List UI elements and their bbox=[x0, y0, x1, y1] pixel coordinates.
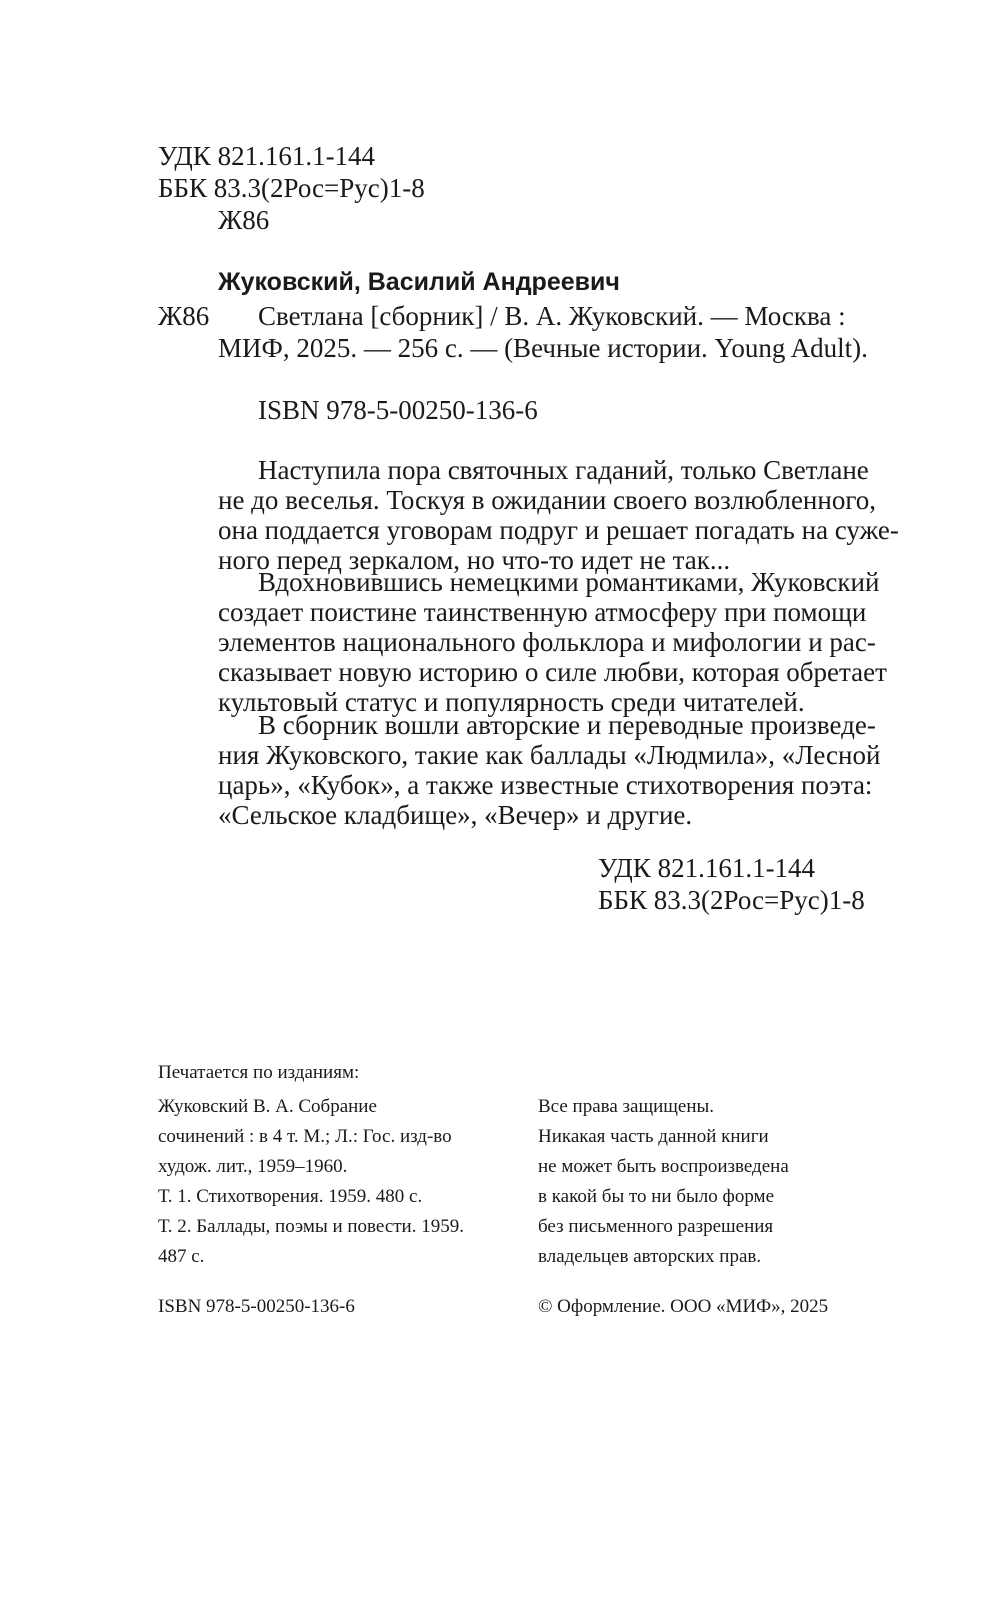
catalog-isbn: ISBN 978-5-00250-136-6 bbox=[258, 395, 538, 425]
printed-from-line: Т. 2. Баллады, поэмы и повести. 1959. bbox=[158, 1216, 464, 1237]
footer-copyright: © Оформление. ООО «МИФ», 2025 bbox=[538, 1296, 829, 1317]
annotation-line: царь», «Кубок», а также известные стихотворения поэта: bbox=[218, 770, 873, 800]
printed-from-line: худож. лит., 1959–1960. bbox=[158, 1156, 348, 1177]
rights-line: Все права защищены. bbox=[538, 1096, 715, 1117]
rights-notice bbox=[538, 1092, 789, 1272]
printed-from-list bbox=[158, 1092, 464, 1272]
top-author-mark: Ж86 bbox=[218, 205, 270, 235]
printed-from-line: 487 с. bbox=[158, 1246, 205, 1267]
annotation-line: ного перед зеркалом, но что-то идет не так... bbox=[218, 545, 731, 575]
bottom-udk: УДК 821.161.1-144 bbox=[598, 853, 816, 883]
printed-from-line: Т. 1. Стихотворения. 1959. 480 с. bbox=[158, 1186, 423, 1207]
printed-from-heading: Печатается по изданиям: bbox=[158, 1062, 360, 1083]
annotation-paragraph-1 bbox=[218, 455, 899, 575]
catalog-title-line-2: МИФ, 2025. — 256 с. — (Вечные истории. Young Adult). bbox=[218, 333, 868, 363]
annotation-line: «Сельское кладбище», «Вечер» и другие. bbox=[218, 800, 693, 830]
author-heading: Жуковский, Василий Андреевич bbox=[218, 268, 620, 296]
annotation-line: она поддается уговорам подруг и решает погадать на суже- bbox=[218, 515, 899, 545]
annotation-line: ния Жуковского, такие как баллады «Людмила», «Лесной bbox=[218, 740, 881, 770]
printed-from-line: сочинений : в 4 т. М.; Л.: Гос. изд-во bbox=[158, 1126, 452, 1147]
bottom-bbk: ББК 83.3(2Рос=Рус)1-8 bbox=[598, 885, 865, 915]
catalog-title-line-1: Светлана [сборник] / В. А. Жуковский. — Москва : bbox=[258, 301, 846, 331]
annotation-line: создает поистине таинственную атмосферу при помощи bbox=[218, 597, 867, 627]
annotation-paragraph-2 bbox=[218, 567, 887, 717]
annotation-line: Вдохновившись немецкими романтиками, Жуковский bbox=[258, 567, 880, 597]
annotation-line: сказывает новую историю о силе любви, которая обретает bbox=[218, 657, 887, 687]
rights-line: владельцев авторских прав. bbox=[538, 1246, 762, 1267]
annotation-line: элементов национального фольклора и мифологии и рас- bbox=[218, 627, 876, 657]
annotation-line: не до веселья. Тоскуя в ожидании своего возлюбленного, bbox=[218, 485, 876, 515]
footer-isbn: ISBN 978-5-00250-136-6 bbox=[158, 1296, 355, 1317]
top-bbk: ББК 83.3(2Рос=Рус)1-8 bbox=[158, 173, 425, 203]
annotation-paragraph-3 bbox=[218, 710, 880, 830]
catalog-side-mark: Ж86 bbox=[158, 301, 210, 331]
annotation-line: культовый статус и популярность среди читателей. bbox=[218, 687, 805, 717]
rights-line: Никакая часть данной книги bbox=[538, 1126, 769, 1147]
rights-line: не может быть воспроизведена bbox=[538, 1156, 789, 1177]
top-udk: УДК 821.161.1-144 bbox=[158, 141, 376, 171]
printed-from-line: Жуковский В. А. Собрание bbox=[158, 1096, 377, 1117]
rights-line: без письменного разрешения bbox=[538, 1216, 774, 1237]
annotation-line: Наступила пора святочных гаданий, только Светлане bbox=[258, 455, 869, 485]
annotation-line: В сборник вошли авторские и переводные произведе- bbox=[258, 710, 876, 740]
rights-line: в какой бы то ни было форме bbox=[538, 1186, 774, 1207]
